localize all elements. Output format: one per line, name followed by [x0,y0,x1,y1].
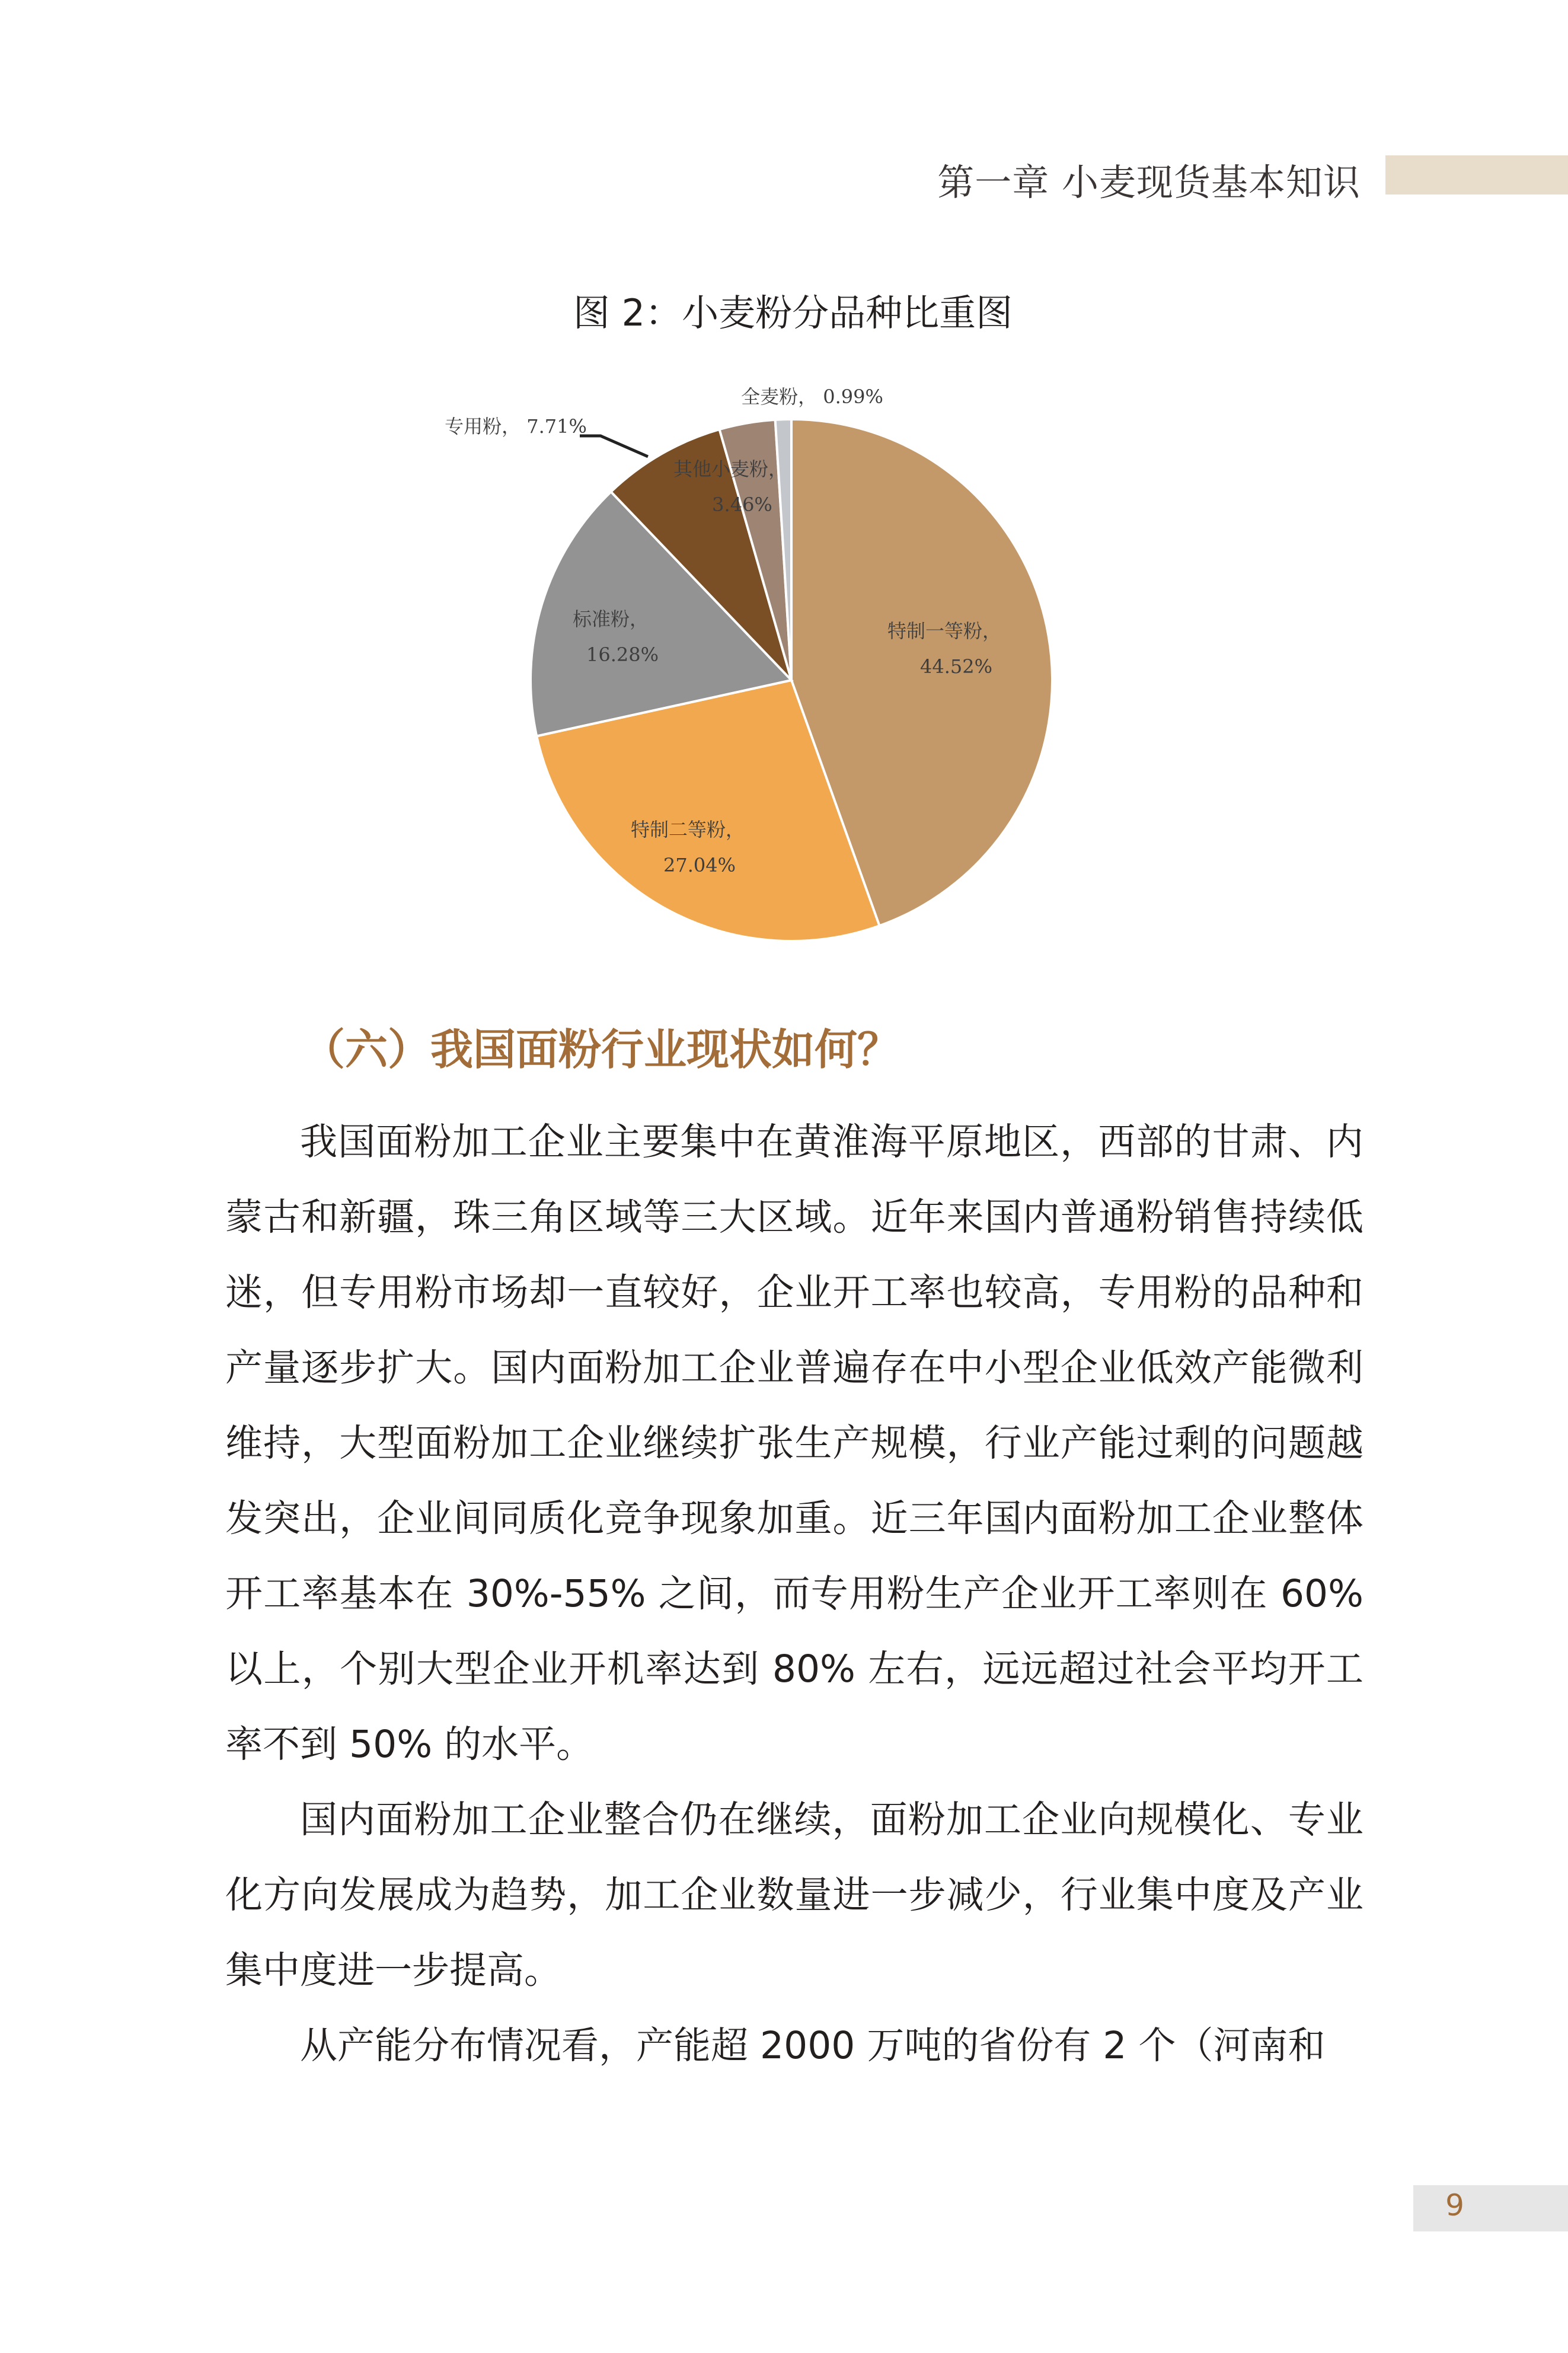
pie-label-value-2: 27.04% [663,854,736,876]
pie-label-value-3: 16.28% [586,643,659,666]
pie-label-name-2: 特制二等粉， [630,818,745,841]
chapter-title: 第一章 小麦现货基本知识 [937,161,1361,204]
paragraph-1: 我国面粉加工企业主要集中在黄淮海平原地区，西部的甘肃、内蒙古和新疆，珠三角区域等三大区域。近年来国内普通粉销售持续低迷，但专用粉市场却一直较好，企业开工率也较高，专用粉的品种和产量逐步扩大。国内面粉加工企业普遍存在中小型企业低效产能微利维持，大型面粉加工企业继续扩张生产规模，行业产能过剩的问题越发突出，企业间同质化竞争现象加重。近三年国内面粉加工企业整体开工率基本在 30%-55% 之间，而专用粉生产企业开工率则在 60% 以上，个别大型企业开机率达到 80% 左右，远远超过社会平均开工率不到 50% 的水平。 [225,1120,1363,1766]
paragraph-3: 从产能分布情况看，产能超 2000 万吨的省份有 2 个（河南和 [300,2024,1326,2067]
pie-label-value-1: 44.52% [919,655,993,678]
pie-label-6: 全麦粉， 0.99% [741,385,883,408]
pie-label-value-5: 3.46% [712,493,772,516]
figure-caption: 图 2：小麦粉分品种比重图 [573,291,1013,334]
section-heading: （六）我国面粉行业现状如何？ [302,1025,900,1075]
pie-label-4: 专用粉， 7.71% [445,415,587,438]
page-number: 9 [1445,2188,1464,2223]
pie-label-name-1: 特制一等粉， [887,620,1002,642]
pie-leader-line-4 [580,436,648,457]
pie-slices [531,419,1052,941]
pie-label-name-3: 标准粉， [572,608,649,630]
paragraph-2: 国内面粉加工企业整合仍在继续，面粉加工企业向规模化、专业化方向发展成为趋势，加工企业数量进一步减少，行业集中度及产业集中度进一步提高。 [225,1798,1363,1992]
pie-chart [0,0,1568,978]
body-text [225,1104,1363,2083]
pie-label-name-5: 其他小麦粉， [673,458,788,480]
